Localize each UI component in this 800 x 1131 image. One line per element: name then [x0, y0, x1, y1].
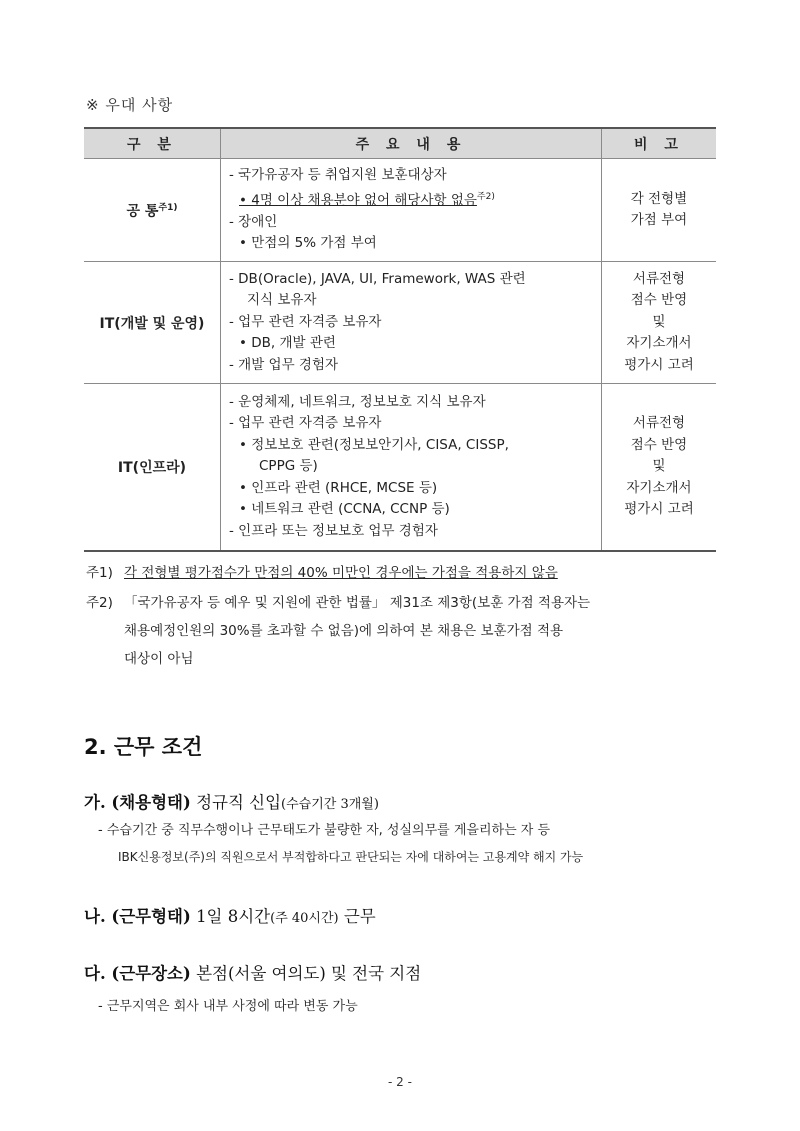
section-title: 2. 근무 조건 [84, 735, 203, 759]
content-line: - 장애인 [229, 213, 278, 230]
content-line: • 4명 이상 채용분야 없어 해당사항 없음$^{주2)}$ [239, 191, 495, 209]
content-line: • DB, 개발 관련 [239, 335, 336, 352]
table-row [84, 159, 716, 262]
note-line: 점수 반영 [630, 292, 688, 309]
detail-line: - 수습기간 중 직무수행이나 근무태도가 불량한 자, 성실의무를 게을리하는 자 등 [98, 823, 551, 838]
footnote-first-line [86, 592, 590, 614]
content-line: - 업무 관련 자격증 보유자 [229, 415, 382, 431]
footnote-ref: 주2) [476, 191, 495, 202]
detail-line: IBK신용정보(주)의 직원으로서 부적합하다고 판단되는 자에 대하여는 고용계약 해지 가능 [118, 850, 584, 864]
item-prefix: 나. (근무형태) [84, 907, 191, 926]
item-prefix: 다. (근무장소) [84, 964, 191, 983]
content-cell [221, 262, 602, 384]
footnote-text: 「국가유공자 등 예우 및 지원에 관한 법률」 제31조 제3항(보훈 가점 적용자는 [124, 595, 591, 611]
footnote-text: 대상이 아님 [124, 651, 194, 667]
footnote-ref: 주1) [158, 202, 178, 213]
footnote-text: 각 전형별 평가점수가 만점의 40% 미만인 경우에는 가점을 적용하지 않음 [124, 565, 558, 581]
item-small-text: (수습기간 3개월) [281, 797, 379, 812]
note-line: 점수 반영 [630, 436, 688, 453]
content-cell [221, 159, 602, 262]
item-text: 정규직 신입 [196, 793, 282, 812]
header-content: 주 요 내 용 [221, 128, 602, 159]
table-row [84, 262, 716, 384]
note-line: 평가시 고려 [624, 501, 694, 517]
note-line: 가점 부여 [630, 212, 688, 228]
category-cell: IT(개발 및 운영) [84, 262, 221, 384]
note-line: 및 [652, 313, 666, 330]
note-line: 서류전형 [632, 270, 686, 287]
table-header-row [84, 128, 716, 159]
note-line: 및 [652, 458, 666, 474]
content-line: • 정보보호 관련(정보보안기사, CISA, CISSP, [239, 436, 509, 453]
category-cell [84, 159, 221, 262]
table-row [84, 384, 716, 551]
content-line: - 업무 관련 자격증 보유자 [229, 313, 382, 330]
footnote-2 [86, 592, 590, 670]
header-category: 구 분 [84, 128, 221, 159]
footnote-1 [86, 562, 558, 584]
content-cell [221, 384, 602, 551]
item-text: 본점(서울 여의도) 및 전국 지점 [196, 964, 422, 983]
content-line: - 인프라 또는 정보보호 업무 경험자 [229, 522, 438, 539]
content-line: - 개발 업무 경험자 [229, 356, 339, 373]
footnote-text: 채용예정인원의 30%를 초과할 수 없음)에 의하여 본 채용은 보훈가점 적용 [124, 623, 564, 639]
condition-employment-type [84, 789, 379, 813]
category-cell: IT(인프라) [84, 384, 221, 551]
preference-title: ※ 우대 사항 [86, 96, 174, 114]
category-label: 공 통 [126, 203, 159, 220]
condition-detail [98, 818, 583, 870]
content-line: - 운영체제, 네트워크, 정보보호 지식 보유자 [229, 393, 486, 410]
condition-detail [98, 994, 358, 1020]
item-text: 1일 8시간 [196, 907, 271, 926]
footnote-label: 주2) [86, 595, 113, 611]
preference-table [84, 127, 716, 552]
note-cell [602, 159, 717, 262]
content-line: 지식 보유자 [247, 292, 317, 309]
note-line: 자기소개서 [626, 479, 692, 496]
note-line: 서류전형 [632, 415, 686, 431]
condition-work-type [84, 903, 376, 927]
note-line: 자기소개서 [626, 335, 692, 352]
condition-work-location [84, 960, 421, 984]
note-cell [602, 384, 717, 551]
content-line: CPPG 등) [259, 458, 318, 474]
content-line: • 만점의 5% 가점 부여 [239, 235, 377, 252]
detail-line: - 근무지역은 회사 내부 사정에 따라 변동 가능 [98, 999, 358, 1014]
item-prefix: 가. (채용형태) [84, 793, 191, 812]
footnote-label: 주1) [86, 565, 113, 581]
item-suffix: 근무 [338, 907, 376, 926]
note-line: 평가시 고려 [624, 356, 694, 373]
content-line: • 인프라 관련 (RHCE, MCSE 등) [239, 479, 438, 496]
note-cell [602, 262, 717, 384]
content-line: - DB(Oracle), JAVA, UI, Framework, WAS 관련 [229, 270, 526, 287]
content-line: - 국가유공자 등 취업지원 보훈대상자 [229, 167, 447, 184]
note-line: 각 전형별 [630, 190, 688, 207]
header-note: 비 고 [602, 128, 717, 159]
item-small-text: (주 40시간) [270, 911, 339, 926]
page-number: - 2 - [388, 1075, 412, 1089]
content-line: • 네트워크 관련 (CCNA, CCNP 등) [239, 501, 450, 517]
